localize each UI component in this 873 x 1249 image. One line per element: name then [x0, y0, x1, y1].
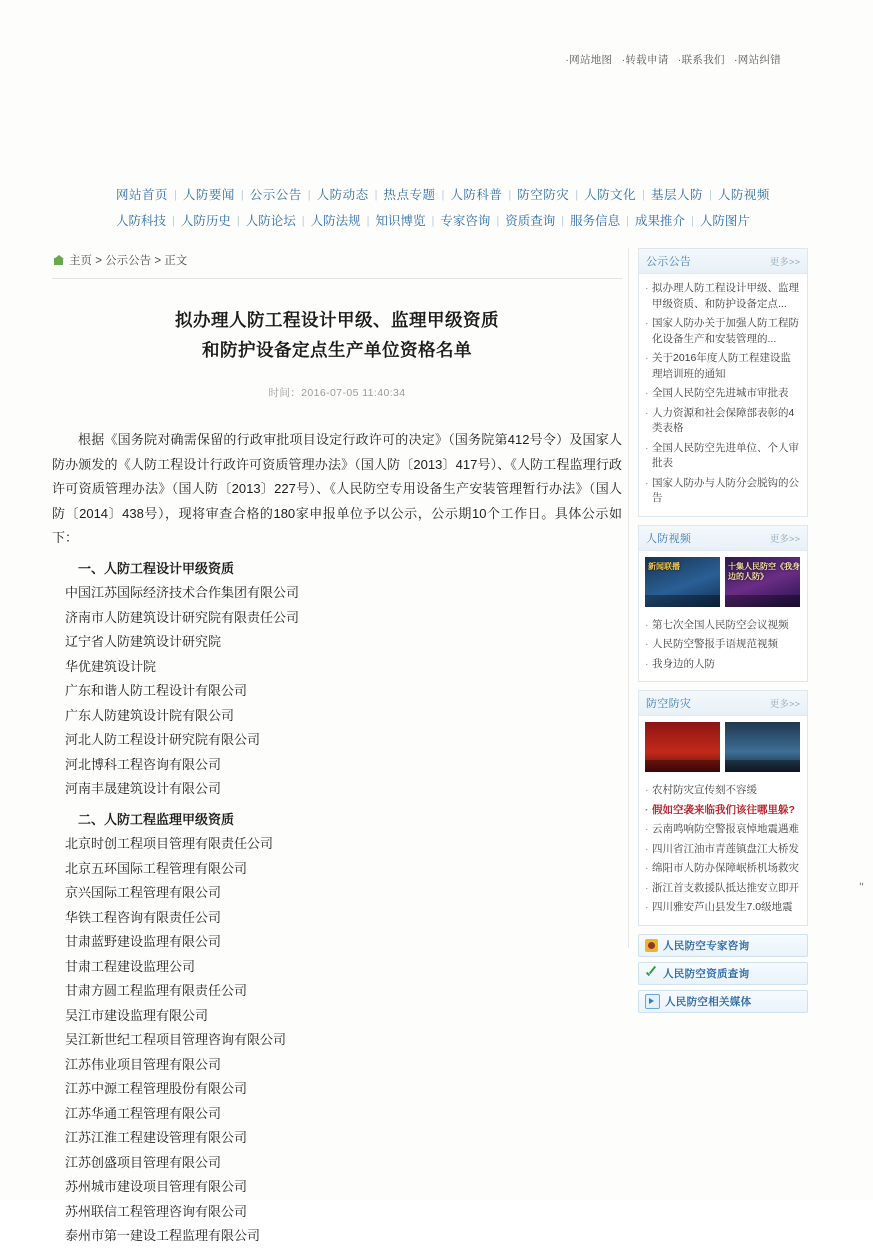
nav-item-trends[interactable]: 人防动态 — [316, 188, 369, 202]
breadcrumb-home[interactable]: 主页 — [69, 255, 92, 267]
list-item[interactable]: · 四川雅安芦山县发生7.0级地震 — [645, 898, 801, 918]
nav-item-culture[interactable]: 人防文化 — [584, 188, 637, 202]
video-thumbnail-news-caption: 新闻联播 — [648, 561, 680, 571]
breadcrumb — [52, 246, 622, 279]
nav-item-home[interactable]: 网站首页 — [116, 188, 169, 202]
topbar-link-reprint[interactable]: ·转载申请 — [621, 54, 669, 66]
video-thumbnail-series[interactable] — [725, 557, 800, 607]
list-item: 江苏中源工程管理股份有限公司 — [65, 1081, 248, 1096]
list-item: 甘肃蓝野建设监理有限公司 — [65, 934, 222, 949]
nav-separator: | — [441, 189, 445, 201]
list-item[interactable]: · 云南鸣响防空警报哀悼地震遇难 — [645, 820, 801, 840]
list-item: 北京五环国际工程管理有限公司 — [65, 860, 248, 876]
list-item: 河北人防工程设计研究院有限公司 — [65, 732, 261, 747]
list-item[interactable]: · 农村防灾宣传刻不容缓 — [645, 781, 801, 801]
thumbnail-band — [645, 595, 720, 607]
list-item: 北京时创工程项目管理有限责任公司 — [65, 836, 274, 851]
nav-item-science[interactable]: 人防科普 — [450, 188, 503, 202]
list-item: 江苏创盛项目管理有限公司 — [65, 1154, 222, 1170]
nav-separator: | — [508, 189, 512, 201]
list-item: 中国江苏国际经济技术合作集团有限公司 — [65, 585, 300, 600]
list-item[interactable]: · 人力资源和社会保障部表彰的4类表格 — [645, 404, 801, 439]
list-item[interactable]: · 全国人民防空先进城市审批表 — [645, 384, 801, 404]
publish-time: 时间：2016-07-05 11:40:34 — [268, 387, 406, 399]
expert-consult-button[interactable] — [638, 934, 808, 957]
list-item[interactable]: · 我身边的人防 — [645, 655, 801, 675]
nav-separator: | — [626, 215, 629, 227]
list-item-highlighted[interactable]: · 假如空袭来临我们该往哪里躲? — [645, 801, 801, 821]
list-item: 广东人防建筑设计院有限公司 — [65, 707, 235, 723]
video-thumbnail-news[interactable] — [645, 557, 720, 607]
expert-consult-label: 人民防空专家咨询 — [663, 939, 750, 952]
nav-separator: | — [366, 215, 370, 227]
nav-row-2 — [110, 208, 770, 234]
nav-separator: | — [307, 189, 311, 201]
main-navigation — [110, 182, 770, 234]
top-utility-bar — [559, 52, 781, 67]
panel-disaster-body — [639, 776, 807, 925]
article-paragraph: 根据《国务院对确需保留的行政审批项目设定行政许可的决定》（国务院第412号令）及国家人防办颁发的《人防工程设计行政许可资质管理办法》（国人防〔2013〕417号）、《人防工程监理行政许可资质管理办法》（国人防〔2013〕227号）、《人民防空专用设备生产安装管理暂行办法》（国人防〔2014〕438号），现将审查合格的180家申报单位予以公示，公示期10个工作日。具体公示如下： — [52, 432, 622, 545]
nav-item-consult[interactable]: 专家咨询 — [440, 214, 491, 228]
topbar-link-contact[interactable]: ·联系我们 — [677, 54, 725, 66]
nav-item-defense[interactable]: 防空防灾 — [517, 188, 570, 202]
page-title — [52, 305, 622, 365]
panel-disaster-thumbnails — [639, 716, 807, 776]
nav-separator: | — [709, 189, 712, 201]
list-item: 甘肃方圆工程监理有限责任公司 — [65, 983, 248, 998]
main-content — [52, 246, 622, 1249]
list-item: 江苏华通工程管理有限公司 — [65, 1105, 222, 1121]
list-item[interactable]: · 绵阳市人防办保障岷桥机场救灾 — [645, 859, 801, 879]
list-item[interactable]: · 国家人防办关于加强人防工程防化设备生产和安装管理的... — [645, 314, 801, 349]
nav-item-history[interactable]: 人防历史 — [180, 214, 231, 228]
thumbnail-band — [725, 595, 800, 607]
article-section-1-title: 一、人防工程设计甲级资质 — [78, 560, 235, 576]
panel-video-more-link[interactable]: 更多>> — [769, 533, 800, 545]
panel-notice-header — [639, 249, 807, 274]
list-item[interactable]: · 国家人防办与人防分会脱钩的公告 — [645, 474, 801, 509]
list-item: 河南丰晟建筑设计有限公司 — [65, 781, 222, 796]
panel-disaster-header — [639, 691, 807, 716]
panel-notice — [638, 248, 808, 517]
breadcrumb-section[interactable]: 公示公告 — [105, 255, 152, 267]
panel-notice-title: 公示公告 — [646, 256, 692, 268]
disaster-thumbnail-2[interactable] — [725, 722, 800, 772]
list-item: 吴江新世纪工程项目管理咨询有限公司 — [65, 1032, 287, 1047]
panel-disaster-more-link[interactable]: 更多>> — [769, 699, 800, 710]
nav-separator: | — [561, 215, 565, 227]
list-item: 广东和谐人防工程设计有限公司 — [65, 683, 248, 698]
list-item: 苏州联信工程管理咨询有限公司 — [65, 1203, 248, 1219]
nav-item-notice[interactable]: 公示公告 — [249, 188, 302, 202]
nav-item-knowledge[interactable]: 知识博览 — [375, 214, 426, 228]
panel-disaster-title: 防空防灾 — [646, 698, 692, 710]
list-item: 吴江市建设监理有限公司 — [65, 1007, 209, 1023]
nav-item-news[interactable]: 人防要闻 — [182, 188, 235, 202]
nav-separator: | — [691, 215, 694, 227]
nav-item-technology[interactable]: 人防科技 — [116, 214, 167, 228]
list-item: 江苏江淮工程建设管理有限公司 — [65, 1130, 248, 1145]
list-item: 济南市人防建筑设计研究院有限责任公司 — [65, 609, 300, 625]
nav-separator: | — [301, 215, 305, 227]
list-item[interactable]: · 拟办理人防工程设计甲级、监理甲级资质、和防护设备定点... — [645, 279, 801, 314]
nav-separator: | — [174, 189, 177, 201]
breadcrumb-separator: > — [95, 255, 102, 267]
nav-item-regulations[interactable]: 人防法规 — [310, 214, 361, 228]
thumbnail-band — [725, 760, 800, 772]
list-item: 甘肃工程建设监理公司 — [65, 958, 196, 974]
sidebar — [638, 248, 808, 1018]
nav-separator: | — [575, 189, 579, 201]
list-item: 华铁工程咨询有限责任公司 — [65, 909, 222, 925]
panel-video-title: 人防视频 — [646, 532, 692, 545]
home-icon — [54, 255, 65, 265]
list-item: 华优建筑设计院 — [65, 658, 157, 674]
list-item: 苏州城市建设项目管理有限公司 — [65, 1179, 248, 1194]
article-body — [52, 428, 622, 1249]
list-item: 辽宁省人防建筑设计研究院 — [65, 634, 222, 649]
thumbnail-band — [645, 760, 720, 772]
nav-separator: | — [431, 215, 435, 227]
nav-item-services[interactable]: 服务信息 — [570, 214, 621, 228]
nav-separator: | — [374, 189, 378, 201]
list-item: 泰州市第一建设工程监理有限公司 — [65, 1228, 261, 1243]
nav-item-achievements[interactable]: 成果推介 — [635, 214, 686, 228]
sidebar-buttons — [638, 934, 808, 1013]
nav-item-topics[interactable]: 热点专题 — [383, 188, 436, 202]
list-item[interactable]: · 人民防空警报手语规范视频 — [645, 635, 801, 655]
content-divider — [628, 248, 629, 948]
nav-item-forum[interactable]: 人防论坛 — [245, 214, 296, 228]
topbar-link-sitemap[interactable]: ·网站地图 — [565, 54, 613, 66]
nav-row-1 — [110, 182, 770, 208]
nav-item-qualification-query[interactable]: 资质查询 — [505, 214, 556, 228]
panel-video — [638, 525, 808, 683]
list-item: 京兴国际工程管理有限公司 — [65, 885, 222, 900]
list-item: 江苏伟业项目管理有限公司 — [65, 1056, 222, 1072]
nav-separator: | — [642, 189, 645, 201]
article-section-2-title: 二、人防工程监理甲级资质 — [78, 811, 235, 827]
panel-video-thumbnails — [639, 551, 807, 611]
related-media-label: 人民防空相关媒体 — [665, 995, 752, 1008]
nav-separator: | — [236, 215, 240, 227]
topbar-link-correction[interactable]: ·网站纠错 — [734, 54, 781, 66]
media-icon — [645, 994, 660, 1009]
list-item[interactable]: · 四川省江油市青莲镇盘江大桥发 — [645, 840, 801, 860]
nav-item-video[interactable]: 人防视频 — [717, 188, 770, 202]
qualification-query-button[interactable] — [638, 962, 808, 985]
list-item[interactable]: · 关于2016年度人防工程建设监理培训班的通知 — [645, 349, 801, 384]
nav-item-grassroots[interactable]: 基层人防 — [651, 188, 704, 202]
list-item[interactable]: · 浙江首支救援队抵达推安立即开 — [645, 879, 801, 899]
panel-video-body — [639, 611, 807, 682]
list-item[interactable]: · 全国人民防空先进单位、个人审批表 — [645, 439, 801, 474]
nav-separator: | — [172, 215, 175, 227]
nav-separator: | — [496, 215, 500, 227]
page-title-line-2: 和防护设备定点生产单位资格名单 — [202, 340, 472, 360]
check-icon — [645, 967, 658, 980]
panel-notice-more-link[interactable]: 更多>> — [769, 257, 800, 268]
nav-separator: | — [240, 189, 244, 201]
list-item[interactable]: · 第七次全国人民防空会议视频 — [645, 616, 801, 636]
panel-disaster — [638, 690, 808, 926]
breadcrumb-separator-2: > — [154, 255, 162, 267]
panel-video-header — [639, 526, 807, 551]
page-title-line-1: 拟办理人防工程设计甲级、监理甲级资质 — [175, 310, 499, 330]
related-media-button[interactable] — [638, 990, 808, 1013]
list-item: 河北博科工程咨询有限公司 — [65, 756, 222, 772]
scan-artifact: " — [858, 879, 864, 895]
qualification-query-label: 人民防空资质查询 — [663, 967, 750, 980]
panel-notice-body — [639, 274, 807, 516]
breadcrumb-current: 正文 — [164, 255, 188, 267]
expert-icon — [645, 939, 658, 952]
video-thumbnail-series-caption: 十集人民防空《我身边的人防》 — [728, 561, 800, 581]
disaster-thumbnail-1[interactable] — [645, 722, 720, 772]
nav-item-photos[interactable]: 人防图片 — [699, 214, 750, 228]
